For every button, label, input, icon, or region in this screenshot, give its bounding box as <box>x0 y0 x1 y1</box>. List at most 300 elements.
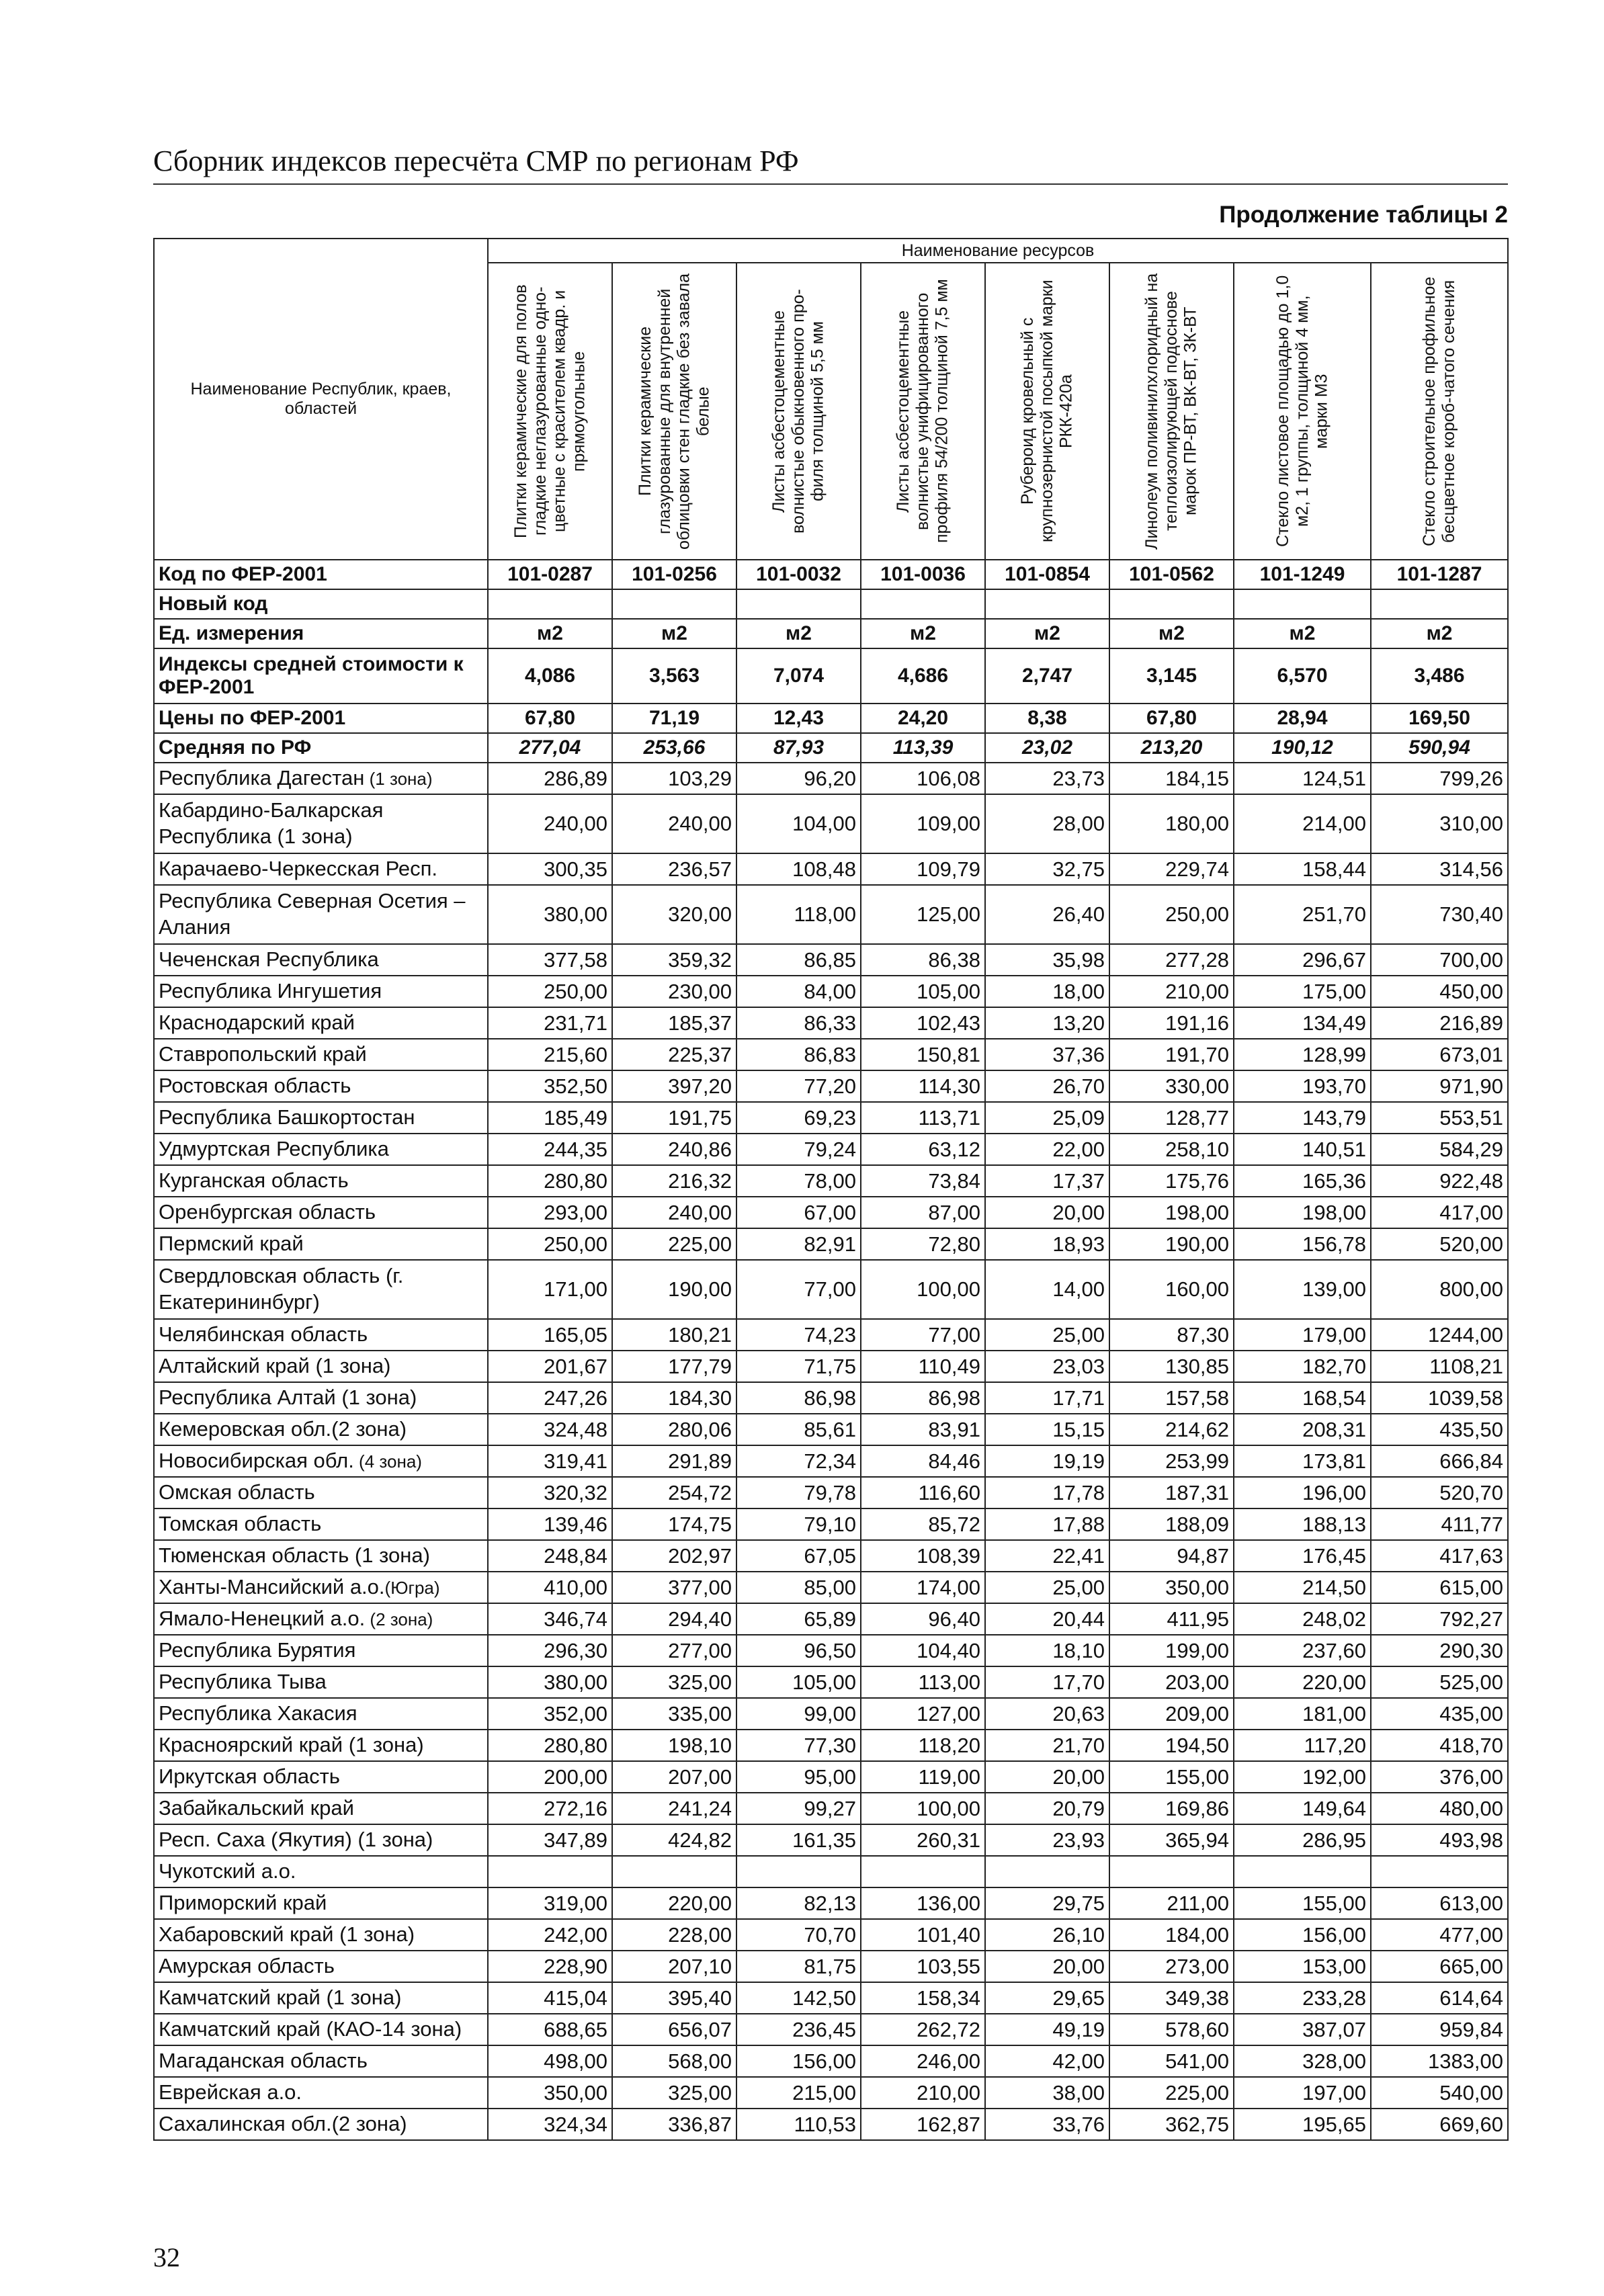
price-cell: 29,65 <box>985 1982 1109 2014</box>
meta-cell <box>488 589 612 619</box>
price-cell: 29,75 <box>985 1887 1109 1919</box>
table-row <box>154 944 1508 976</box>
meta-cell: 2,747 <box>985 648 1109 704</box>
price-cell: 180,00 <box>1109 794 1234 853</box>
price-cell: 294,40 <box>612 1603 736 1635</box>
price-cell: 250,00 <box>488 1228 612 1260</box>
price-cell: 211,00 <box>1109 1887 1234 1919</box>
price-cell: 184,15 <box>1109 763 1234 794</box>
price-cell: 335,00 <box>612 1698 736 1730</box>
meta-row-label: Средняя по РФ <box>154 733 488 763</box>
region-name-cell <box>154 1824 488 1856</box>
region-name-cell <box>154 1102 488 1134</box>
table-row <box>154 976 1508 1007</box>
meta-cell: 101-0256 <box>612 560 736 589</box>
region-name: Краснодарский край <box>159 1011 355 1035</box>
resource-column-header <box>488 263 612 560</box>
price-cell: 193,70 <box>1234 1070 1371 1102</box>
price-cell: 94,87 <box>1109 1540 1234 1572</box>
price-cell: 21,70 <box>985 1730 1109 1761</box>
price-cell: 77,20 <box>736 1070 861 1102</box>
meta-cell: м2 <box>1234 619 1371 648</box>
price-cell: 176,45 <box>1234 1540 1371 1572</box>
price-cell: 359,32 <box>612 944 736 976</box>
price-cell: 13,20 <box>985 1007 1109 1039</box>
price-cell: 568,00 <box>612 2045 736 2077</box>
price-cell: 208,31 <box>1234 1414 1371 1445</box>
price-cell: 320,32 <box>488 1477 612 1508</box>
price-cell: 246,00 <box>861 2045 985 2077</box>
price-cell: 177,79 <box>612 1351 736 1382</box>
region-name: Челябинская область <box>159 1322 368 1347</box>
price-cell: 139,00 <box>1234 1260 1371 1319</box>
price-cell: 615,00 <box>1371 1572 1508 1603</box>
region-name-cell <box>154 1603 488 1635</box>
region-name: Пермский край <box>159 1232 304 1256</box>
price-cell: 20,00 <box>985 1761 1109 1793</box>
region-name: Карачаево-Черкесская Респ. <box>159 857 438 881</box>
price-cell: 86,38 <box>861 944 985 976</box>
meta-cell: 67,80 <box>1109 704 1234 733</box>
table-row <box>154 1319 1508 1351</box>
price-cell: 168,54 <box>1234 1382 1371 1414</box>
price-cell: 377,00 <box>612 1572 736 1603</box>
meta-row-label: Цены по ФЕР-2001 <box>154 704 488 733</box>
price-cell: 86,33 <box>736 1007 861 1039</box>
region-name: Сахалинская обл.(2 зона) <box>159 2112 407 2136</box>
meta-cell: 101-0562 <box>1109 560 1234 589</box>
meta-row <box>154 619 1508 648</box>
region-name: Ханты-Мансийский а.о. <box>159 1575 385 1599</box>
resource-column-header <box>1109 263 1234 560</box>
meta-cell: 101-0287 <box>488 560 612 589</box>
meta-cell: 213,20 <box>1109 733 1234 763</box>
price-cell: 498,00 <box>488 2045 612 2077</box>
region-name-cell <box>154 1572 488 1603</box>
meta-cell: 4,686 <box>861 648 985 704</box>
price-cell: 229,74 <box>1109 853 1234 885</box>
meta-row-label: Код по ФЕР-2001 <box>154 560 488 589</box>
region-name-cell <box>154 1508 488 1540</box>
price-cell: 215,60 <box>488 1039 612 1070</box>
table-row <box>154 794 1508 853</box>
price-cell: 32,75 <box>985 853 1109 885</box>
region-name: Омская область <box>159 1480 315 1504</box>
price-cell: 613,00 <box>1371 1887 1508 1919</box>
price-cell: 116,60 <box>861 1477 985 1508</box>
price-cell: 346,74 <box>488 1603 612 1635</box>
price-cell: 296,67 <box>1234 944 1371 976</box>
price-cell: 35,98 <box>985 944 1109 976</box>
table-row <box>154 1007 1508 1039</box>
meta-row <box>154 560 1508 589</box>
region-name: Республика Северная Осетия – Алания <box>159 889 466 939</box>
price-cell: 125,00 <box>861 885 985 944</box>
price-cell: 197,00 <box>1234 2077 1371 2109</box>
price-cell: 540,00 <box>1371 2077 1508 2109</box>
price-cell: 230,00 <box>612 976 736 1007</box>
region-name: Иркутская область <box>159 1764 340 1789</box>
price-cell: 210,00 <box>861 2077 985 2109</box>
price-cell: 480,00 <box>1371 1793 1508 1824</box>
price-cell: 417,63 <box>1371 1540 1508 1572</box>
price-cell: 102,43 <box>861 1007 985 1039</box>
price-cell: 578,60 <box>1109 2014 1234 2045</box>
region-name: Камчатский край (КАО-14 зона) <box>159 2017 462 2041</box>
region-name-cell <box>154 1698 488 1730</box>
price-cell: 477,00 <box>1371 1919 1508 1951</box>
price-cell: 26,70 <box>985 1070 1109 1102</box>
price-cell: 190,00 <box>1109 1228 1234 1260</box>
price-cell: 411,95 <box>1109 1603 1234 1635</box>
region-name: Республика Хакасия <box>159 1701 357 1726</box>
price-cell: 377,58 <box>488 944 612 976</box>
price-cell: 584,29 <box>1371 1134 1508 1165</box>
price-cell: 28,00 <box>985 794 1109 853</box>
price-cell: 20,00 <box>985 1197 1109 1228</box>
price-cell: 105,00 <box>736 1666 861 1698</box>
continuation-label: Продолжение таблицы 2 <box>1219 202 1508 228</box>
price-cell: 286,95 <box>1234 1824 1371 1856</box>
price-cell: 42,00 <box>985 2045 1109 2077</box>
price-cell: 108,48 <box>736 853 861 885</box>
price-cell: 410,00 <box>488 1572 612 1603</box>
price-cell: 17,71 <box>985 1382 1109 1414</box>
meta-cell <box>1109 589 1234 619</box>
meta-row <box>154 589 1508 619</box>
price-cell: 328,00 <box>1234 2045 1371 2077</box>
price-cell: 220,00 <box>1234 1666 1371 1698</box>
table-row <box>154 1228 1508 1260</box>
meta-row <box>154 648 1508 704</box>
price-cell: 72,34 <box>736 1445 861 1477</box>
meta-cell: 28,94 <box>1234 704 1371 733</box>
price-cell: 84,00 <box>736 976 861 1007</box>
region-zone: (2 зона) <box>365 1609 433 1630</box>
table-row <box>154 1165 1508 1197</box>
price-cell: 26,10 <box>985 1919 1109 1951</box>
price-cell: 85,72 <box>861 1508 985 1540</box>
price-cell: 192,00 <box>1234 1761 1371 1793</box>
table-row <box>154 1382 1508 1414</box>
price-cell <box>861 1856 985 1887</box>
table-row <box>154 1698 1508 1730</box>
price-cell: 240,00 <box>488 794 612 853</box>
price-cell: 260,31 <box>861 1824 985 1856</box>
table-row <box>154 1603 1508 1635</box>
region-name-cell <box>154 1007 488 1039</box>
meta-cell: 3,563 <box>612 648 736 704</box>
region-name-cell <box>154 1382 488 1414</box>
table-row <box>154 763 1508 794</box>
meta-cell: 101-0036 <box>861 560 985 589</box>
meta-cell: м2 <box>1371 619 1508 648</box>
price-cell: 191,75 <box>612 1102 736 1134</box>
price-cell: 106,08 <box>861 763 985 794</box>
price-cell: 118,20 <box>861 1730 985 1761</box>
meta-cell <box>612 589 736 619</box>
price-cell: 240,86 <box>612 1134 736 1165</box>
table-row <box>154 1134 1508 1165</box>
price-cell: 185,37 <box>612 1007 736 1039</box>
price-cell: 22,00 <box>985 1134 1109 1165</box>
price-cell: 69,23 <box>736 1102 861 1134</box>
price-cell: 79,10 <box>736 1508 861 1540</box>
resource-column-label: Стекло строительное профильное бесцветное короб-чатого сечения <box>1420 276 1459 546</box>
table-row <box>154 1951 1508 1982</box>
price-cell: 280,06 <box>612 1414 736 1445</box>
table-row <box>154 1666 1508 1698</box>
price-cell: 1244,00 <box>1371 1319 1508 1351</box>
price-cell: 104,00 <box>736 794 861 853</box>
price-cell: 700,00 <box>1371 944 1508 976</box>
price-cell: 17,88 <box>985 1508 1109 1540</box>
price-cell: 158,34 <box>861 1982 985 2014</box>
price-cell: 214,50 <box>1234 1572 1371 1603</box>
region-name: Республика Алтай (1 зона) <box>159 1386 417 1410</box>
meta-row-label: Индексы средней стоимости к ФЕР-2001 <box>154 648 488 704</box>
price-cell: 184,30 <box>612 1382 736 1414</box>
resource-column-header <box>612 263 736 560</box>
page-number: 32 <box>153 2242 180 2272</box>
resource-column-label: Линолеум поливинилхлоридный на теплоизолирующей подоснове марок ПР-ВТ, ВК-ВТ, ЗК-ВТ <box>1142 273 1200 550</box>
price-cell: 236,57 <box>612 853 736 885</box>
region-name-cell <box>154 1414 488 1445</box>
table-row <box>154 1982 1508 2014</box>
price-cell: 187,31 <box>1109 1477 1234 1508</box>
price-cell <box>1109 1856 1234 1887</box>
table-row <box>154 1508 1508 1540</box>
region-name-cell <box>154 1951 488 1982</box>
price-cell: 78,00 <box>736 1165 861 1197</box>
price-cell: 325,00 <box>612 1666 736 1698</box>
region-name: Камчатский край (1 зона) <box>159 1986 402 2010</box>
price-cell: 150,81 <box>861 1039 985 1070</box>
region-zone: (Югра) <box>384 1578 440 1599</box>
price-cell: 248,02 <box>1234 1603 1371 1635</box>
price-cell: 277,00 <box>612 1635 736 1666</box>
price-cell: 387,07 <box>1234 2014 1371 2045</box>
price-cell: 250,00 <box>1109 885 1234 944</box>
meta-cell: 24,20 <box>861 704 985 733</box>
price-cell: 130,85 <box>1109 1351 1234 1382</box>
price-cell <box>736 1856 861 1887</box>
resource-column-header <box>736 263 861 560</box>
region-name-cell <box>154 1039 488 1070</box>
price-cell: 291,89 <box>612 1445 736 1477</box>
region-name-cell <box>154 853 488 885</box>
table-row <box>154 1351 1508 1382</box>
table-row <box>154 1070 1508 1102</box>
price-cell: 83,91 <box>861 1414 985 1445</box>
price-cell: 18,10 <box>985 1635 1109 1666</box>
region-name-cell <box>154 1228 488 1260</box>
meta-cell: 23,02 <box>985 733 1109 763</box>
price-cell: 350,00 <box>1109 1572 1234 1603</box>
price-cell: 666,84 <box>1371 1445 1508 1477</box>
region-name: Ставропольский край <box>159 1042 367 1066</box>
price-cell: 101,40 <box>861 1919 985 1951</box>
price-cell: 175,00 <box>1234 976 1371 1007</box>
price-cell: 99,27 <box>736 1793 861 1824</box>
table-row <box>154 1572 1508 1603</box>
region-name: Республика Тыва <box>159 1670 327 1694</box>
price-cell: 77,00 <box>861 1319 985 1351</box>
resource-column-label: Листы асбестоцементные волнистые обыкновенного про-филя толщиной 5,5 мм <box>769 289 827 534</box>
region-name: Чукотский а.о. <box>159 1859 296 1883</box>
price-cell: 108,39 <box>861 1540 985 1572</box>
price-cell: 20,00 <box>985 1951 1109 1982</box>
region-name-cell <box>154 1134 488 1165</box>
price-cell: 17,78 <box>985 1477 1109 1508</box>
price-cell: 277,28 <box>1109 944 1234 976</box>
meta-row <box>154 704 1508 733</box>
price-cell: 109,79 <box>861 853 985 885</box>
resource-column-header <box>861 263 985 560</box>
price-cell: 96,20 <box>736 763 861 794</box>
price-cell: 25,09 <box>985 1102 1109 1134</box>
price-cell: 110,53 <box>736 2109 861 2140</box>
meta-cell: м2 <box>861 619 985 648</box>
table-row <box>154 1730 1508 1761</box>
region-name-cell <box>154 1635 488 1666</box>
price-cell: 240,00 <box>612 794 736 853</box>
price-cell: 38,00 <box>985 2077 1109 2109</box>
price-cell: 669,60 <box>1371 2109 1508 2140</box>
table-row <box>154 885 1508 944</box>
price-cell: 216,89 <box>1371 1007 1508 1039</box>
price-cell: 324,34 <box>488 2109 612 2140</box>
price-cell: 411,77 <box>1371 1508 1508 1540</box>
price-cell: 77,30 <box>736 1730 861 1761</box>
price-cell: 96,40 <box>861 1603 985 1635</box>
price-cell: 156,00 <box>736 2045 861 2077</box>
price-cell: 236,45 <box>736 2014 861 2045</box>
meta-cell: 277,04 <box>488 733 612 763</box>
price-cell: 418,70 <box>1371 1730 1508 1761</box>
region-name: Хабаровский край (1 зона) <box>159 1922 415 1947</box>
region-name-cell <box>154 1887 488 1919</box>
region-name-cell <box>154 763 488 794</box>
price-cell: 665,00 <box>1371 1951 1508 1982</box>
meta-cell: 12,43 <box>736 704 861 733</box>
price-cell: 127,00 <box>861 1698 985 1730</box>
price-cell: 117,20 <box>1234 1730 1371 1761</box>
meta-cell <box>736 589 861 619</box>
meta-cell: м2 <box>488 619 612 648</box>
price-cell: 71,75 <box>736 1351 861 1382</box>
resources-header: Наименование ресурсов <box>488 239 1508 263</box>
price-cell: 196,00 <box>1234 1477 1371 1508</box>
price-cell: 65,89 <box>736 1603 861 1635</box>
table-row <box>154 1477 1508 1508</box>
price-cell: 153,00 <box>1234 1951 1371 1982</box>
price-cell: 79,78 <box>736 1477 861 1508</box>
price-cell: 162,87 <box>861 2109 985 2140</box>
region-zone: (1 зона) <box>364 769 433 790</box>
resource-column-header <box>1234 263 1371 560</box>
price-cell: 220,00 <box>612 1887 736 1919</box>
price-cell: 376,00 <box>1371 1761 1508 1793</box>
meta-cell: 3,486 <box>1371 648 1508 704</box>
meta-row-label: Новый код <box>154 589 488 619</box>
price-cell: 86,98 <box>861 1382 985 1414</box>
price-cell: 216,32 <box>612 1165 736 1197</box>
price-cell: 262,72 <box>861 2014 985 2045</box>
price-cell: 104,40 <box>861 1635 985 1666</box>
region-name: Новосибирская обл. <box>159 1449 354 1473</box>
price-cell: 202,97 <box>612 1540 736 1572</box>
price-cell: 158,44 <box>1234 853 1371 885</box>
price-cell: 20,79 <box>985 1793 1109 1824</box>
price-cell: 349,38 <box>1109 1982 1234 2014</box>
price-cell: 253,99 <box>1109 1445 1234 1477</box>
price-cell: 324,48 <box>488 1414 612 1445</box>
region-name-cell <box>154 1260 488 1319</box>
region-name: Кемеровская обл.(2 зона) <box>159 1417 407 1441</box>
price-cell: 191,70 <box>1109 1039 1234 1070</box>
price-cell: 157,58 <box>1109 1382 1234 1414</box>
table-row <box>154 1824 1508 1856</box>
region-name: Чеченская Республика <box>159 947 379 972</box>
price-cell: 198,10 <box>612 1730 736 1761</box>
region-name-cell <box>154 2014 488 2045</box>
region-name: Ростовская область <box>159 1074 351 1098</box>
region-name-cell <box>154 1351 488 1382</box>
price-cell: 286,89 <box>488 763 612 794</box>
price-cell <box>1234 1856 1371 1887</box>
price-cell: 730,40 <box>1371 885 1508 944</box>
table-row <box>154 1039 1508 1070</box>
price-cell: 380,00 <box>488 885 612 944</box>
price-cell: 119,00 <box>861 1761 985 1793</box>
price-cell: 228,00 <box>612 1919 736 1951</box>
meta-cell: м2 <box>612 619 736 648</box>
price-cell: 225,00 <box>612 1228 736 1260</box>
price-cell: 155,00 <box>1234 1887 1371 1919</box>
price-cell: 110,49 <box>861 1351 985 1382</box>
region-column-header: Наименование Республик, краев, областей <box>154 239 488 560</box>
price-cell: 225,00 <box>1109 2077 1234 2109</box>
meta-cell <box>1371 589 1508 619</box>
price-cell: 214,62 <box>1109 1414 1234 1445</box>
price-cell: 347,89 <box>488 1824 612 1856</box>
region-name: Курганская область <box>159 1168 349 1193</box>
price-cell: 191,16 <box>1109 1007 1234 1039</box>
price-cell: 165,05 <box>488 1319 612 1351</box>
price-cell: 109,00 <box>861 794 985 853</box>
meta-cell: 101-0854 <box>985 560 1109 589</box>
price-cell: 254,72 <box>612 1477 736 1508</box>
price-cell: 136,00 <box>861 1887 985 1919</box>
meta-cell: м2 <box>736 619 861 648</box>
region-name-cell <box>154 1730 488 1761</box>
price-cell: 156,00 <box>1234 1919 1371 1951</box>
region-name: Еврейская а.о. <box>159 2080 302 2104</box>
price-cell: 188,13 <box>1234 1508 1371 1540</box>
price-cell: 922,48 <box>1371 1165 1508 1197</box>
region-name: Томская область <box>159 1512 322 1536</box>
resource-column-header <box>985 263 1109 560</box>
price-cell: 194,50 <box>1109 1730 1234 1761</box>
price-cell: 493,98 <box>1371 1824 1508 1856</box>
price-cell: 118,00 <box>736 885 861 944</box>
meta-cell: 87,93 <box>736 733 861 763</box>
price-cell: 792,27 <box>1371 1603 1508 1635</box>
price-cell: 310,00 <box>1371 794 1508 853</box>
price-cell: 325,00 <box>612 2077 736 2109</box>
price-cell: 67,00 <box>736 1197 861 1228</box>
